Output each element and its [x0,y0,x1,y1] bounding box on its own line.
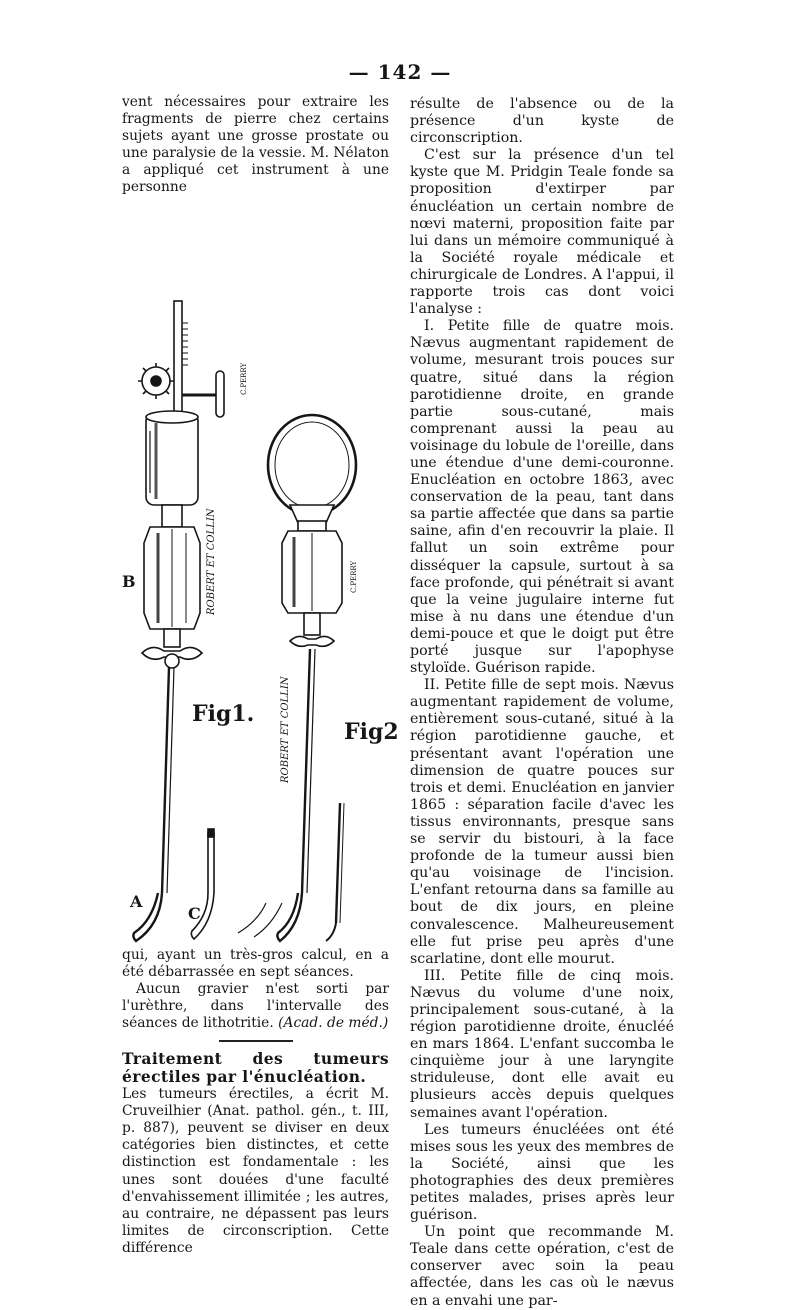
paragraph-last: Un point que recommande M. Teale dans cette opération, c'est de conserver avec soin la peau affectée, dans les cas où le nævus en a envahi une par- [410,1224,674,1309]
paragraph-kyste: résulte de l'absence ou de la présence d'un kyste de circonscription. [410,96,674,147]
no-gravel-text: Aucun gravier n'est sorti par l'urèthre, dans l'intervalle des séances de lithotritie. [122,980,389,1031]
section-title: Traitement des tumeurs érectiles par l'énucléation. [122,1049,389,1087]
intro-paragraph: vent nécessaires pour extraire les fragments de pierre chez certains sujets ayant une grosse prostate ou une paralysie de la vessie. M. Nélaton a appliqué cet instrument à une personne [122,94,389,196]
page-number: — 142 — [348,60,452,84]
instrument-figure [122,203,399,943]
citation: (Acad. de méd.) [278,1014,389,1031]
instrument-illustration [122,203,399,943]
no-gravel-paragraph [122,981,389,1032]
paragraph-enucleated: Les tumeurs énucléées ont été mises sous les yeux des membres de la Société, ainsi que les photographies des deux premières petites malades, prises après leur guérison. [410,1121,674,1224]
left-column [122,94,399,1257]
rack-teeth [182,323,188,365]
fig1-label: Fig1. [192,700,255,727]
engraver-mark-2: C.PERRY [350,560,358,593]
section-divider [219,1040,293,1042]
engraver-mark-1: C.PERRY [240,362,248,395]
case-three: III. Petite fille de cinq mois. Nævus du volume d'une noix, principalement sous-cutané, à la région parotidienne droite, énucléé en mars 1864. L'enfant succomba le cinquième jour à une laryngite striduleuse, dont elle avait eu plusieurs accès depuis quelques semaines avant l'opération. [410,967,674,1121]
case-two: II. Petite fille de sept mois. Nævus augmentant rapidement de volume, entièrement sous-cutané, situé à la région parotidienne gauche, et présentant avant l'opération une dimension de quatre pouces sur trois et demi. Enucléation en janvier 1865 : séparation facile d'avec les tissus environnants, presque sans se servir du bistouri, à la face profonde de la tumeur aussi bien qu'au voisinage de l'incision. L'enfant retourna dans sa famille au bout de dix jours, en pleine convalescence. Malheureusement elle fut prise peu après d'une scarlatine, dont elle mourut. [410,677,674,967]
case-one: I. Petite fille de quatre mois. Nævus augmentant rapidement de volume, mesurant trois pouces sur quatre, situé dans la région parotidienne droite, en grande partie sous-cutané, mais comprenant aussi la peau au voisinage du lobule de l'oreille, dans une étendue d'une demi-couronne. Enucléation en octobre 1863, avec conservation de la peau, tant dans sa partie affectée que dans sa partie saine, afin d'en recouvrir la plaie. Il fallut un soin extrême pour disséquer la capsule, surtout à sa face profonde, qui pénétrait si avant que la veine jugulaire interne fut mise à nu dans une étendue d'un demi-pouce et que le doigt put être porté jusque sur l'apophyse styloïde. Guérison rapide. [410,318,674,677]
section-body: Les tumeurs érectiles, a écrit M. Cruveilhier (Anat. pathol. gén., t. III, p. 887), peuvent se diviser en deux catégories bien distinctes, et cette distinction est fondamentale : les unes sont douées d'une faculté d'envahissement illimitée ; les autres, au contraire, ne dépassent pas leurs limites de circonscription. Cette différence [122,1086,389,1256]
fig2-label: Fig2 [344,718,399,745]
label-b: B [122,571,136,591]
label-a: A [130,891,143,911]
maker-mark-fig2: ROBERT ET COLLIN [280,676,291,783]
after-figure-paragraph: qui, ayant un très-gros calcul, en a été débarrassée en sept séances. [122,946,389,980]
label-c: C [188,903,201,923]
paragraph-teale: C'est sur la présence d'un tel kyste que M. Pridgin Teale fonde sa proposition d'extirper par énucléation un certain nombre de nœvi materni, proposition faite par lui dans un mémoire communiqué à la Société royale médicale et chirurgicale de Londres. A l'appui, il rapporte trois cas dont voici l'analyse : [410,147,674,318]
right-column [410,96,674,1310]
maker-mark-fig1: ROBERT ET COLLIN [206,508,217,615]
